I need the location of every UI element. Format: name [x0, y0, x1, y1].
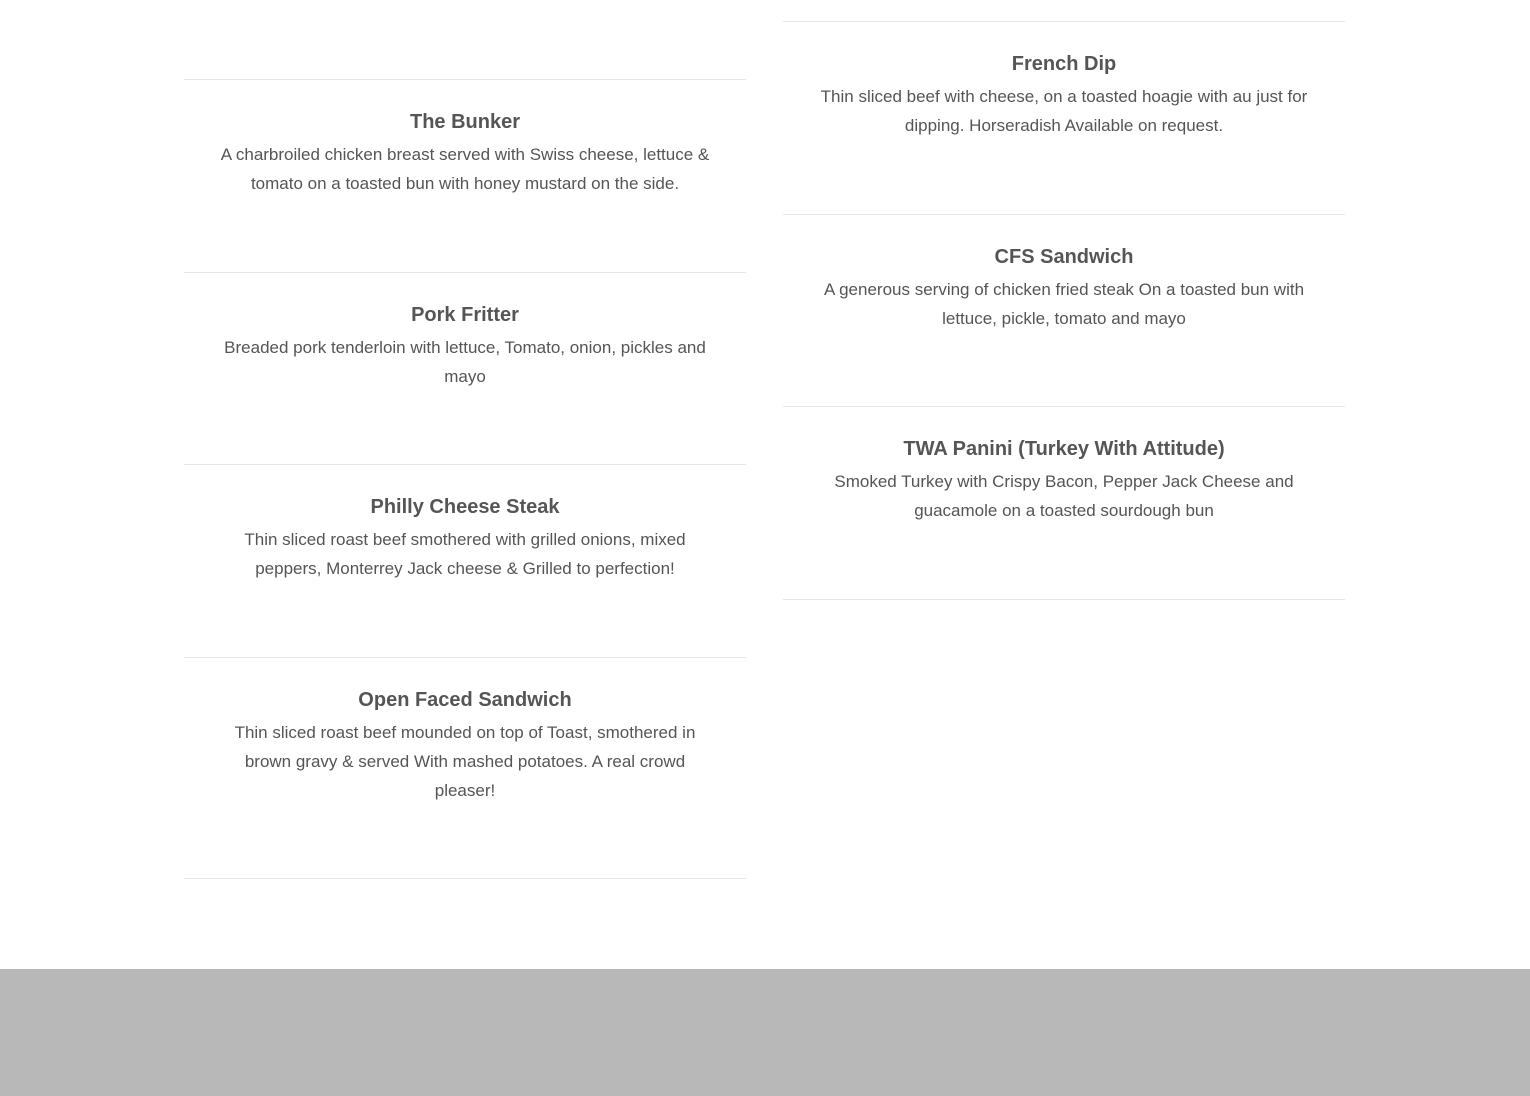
- menu-item: [783, 214, 1345, 333]
- menu-item-name: Open Faced Sandwich: [358, 689, 572, 711]
- menu-item: [184, 272, 746, 391]
- menu-item-description: Smoked Turkey with Crispy Bacon, Pepper Jack Cheese and guacamole on a toasted sourdough bun: [834, 472, 1294, 520]
- divider: [184, 878, 746, 879]
- menu-item-description: A charbroiled chicken breast served with Swiss cheese, lettuce & tomato on a toasted bun with honey mustard on the side.: [220, 145, 710, 193]
- menu-item-description: Thin sliced roast beef smothered with grilled onions, mixed peppers, Monterrey Jack cheese & Grilled to perfection!: [244, 530, 686, 578]
- divider: [783, 599, 1345, 600]
- menu-item: [783, 21, 1345, 140]
- menu-item-description: Thin sliced roast beef mounded on top of Toast, smothered in brown gravy & served With mashed potatoes. A real crowd pleaser!: [234, 723, 696, 800]
- menu-item: [184, 79, 746, 198]
- menu-item: [783, 406, 1345, 525]
- menu-item-description: Thin sliced beef with cheese, on a toasted hoagie with au just for dipping. Horseradish Available on request.: [820, 87, 1308, 135]
- menu-item-name: CFS Sandwich: [994, 246, 1134, 268]
- menu-item-name: Pork Fritter: [411, 304, 519, 326]
- menu-item-description: A generous serving of chicken fried steak On a toasted bun with lettuce, pickle, tomato and mayo: [823, 280, 1305, 328]
- menu-item-name: French Dip: [1011, 53, 1117, 75]
- page-footer: [0, 969, 1530, 1096]
- menu-item: [184, 657, 746, 805]
- menu-item-name: Philly Cheese Steak: [370, 496, 560, 518]
- menu-item-name: The Bunker: [409, 111, 521, 133]
- menu-item: [184, 464, 746, 583]
- menu-item-description: Breaded pork tenderloin with lettuce, Tomato, onion, pickles and mayo: [224, 338, 706, 386]
- menu-item-name: TWA Panini (Turkey With Attitude): [903, 438, 1225, 460]
